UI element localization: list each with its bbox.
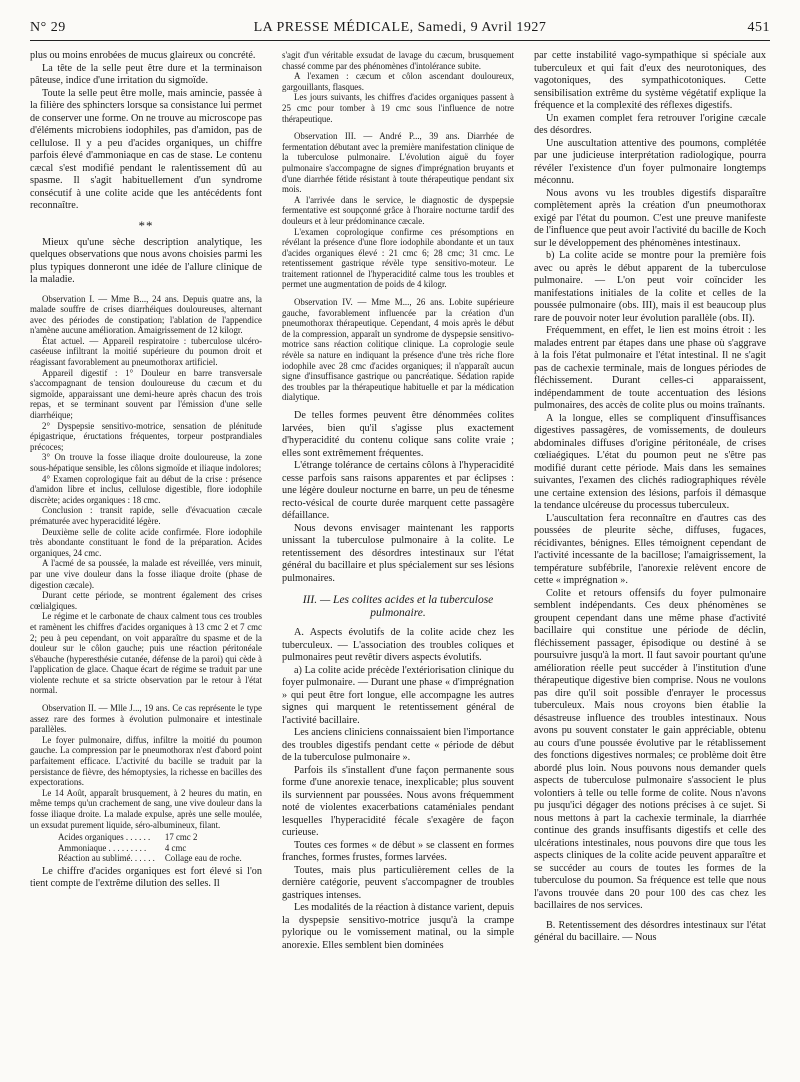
observation-paragraph: Conclusion : transit rapide, selle d'évacuation cæcale prématurée avec hyperacidité légère. — [30, 505, 262, 526]
paragraph: Parfois ils s'installent d'une façon permanente sous forme d'une anorexie tenace, inexplicable; plus souvent ils surviennent par poussées. Nous avons fréquemment noté de violentes exacerbations cataméniales pendant lesquelles l'hyperacidité fécale s'exagère de façon curieuse. — [282, 764, 514, 838]
table-row — [58, 832, 252, 843]
observation-paragraph: 4° Examen coprologique fait au début de la crise : présence d'amidon libre et inclus, cellulose digestible, flore iodophile discrète; acides organiques : 18 cmc. — [30, 473, 262, 505]
paragraph: La tête de la selle peut être dure et la terminaison pâteuse, indice d'une irritation du sigmoïde. — [30, 62, 262, 86]
observation-paragraph: A l'arrivée dans le service, le diagnostic de dyspepsie fermentative est soupçonné grâce à l'horaire nocturne tardif des douleurs et à leur prédominance cæcale. — [282, 194, 514, 226]
table-row — [58, 843, 252, 854]
observation-paragraph: Durant cette période, se montrent également des crises cœlialgiques. — [30, 590, 262, 611]
paragraph: Toutes, mais plus particulièrement celles de la dernière catégorie, peuvent s'accompagner de troubles gastriques intenses. — [282, 864, 514, 901]
paragraph: a) La colite acide précède l'extériorisation clinique du foyer pulmonaire. — Durant une phase « d'imprégnation » qui peut être fort longue, elle accompagne les autres signes qui marquent le retentissement général de l'activité bacillaire. — [282, 664, 514, 726]
paragraph: Le chiffre d'acides organiques est fort élevé si l'on tient compte de l'extrême dilution des selles. Il — [30, 865, 262, 890]
journal-title: LA PRESSE MÉDICALE, Samedi, 9 Avril 1927 — [253, 20, 547, 35]
table-cell: 17 cmc 2 — [164, 832, 198, 843]
table-cell: Ammoniaque . . . . . . . . . — [58, 842, 147, 853]
observation-paragraph: Le foyer pulmonaire, diffus, infiltre la moitié du poumon gauche. La compression par le pneumothorax n'est d'abord point parfaitement efficace. L'activité du bacille se traduit par la persistance de fièvre, des hémoptysies, la richesse en bacilles des expectorations. — [30, 734, 262, 788]
subsection-heading: A. Aspects évolutifs de la colite acide chez les tuberculeux. — L'association des troubles coliques et pulmonaires peut revêtir divers aspects évolutifs. — [282, 627, 514, 663]
paragraph: De telles formes peuvent être dénommées colites larvées, bien qu'il s'agisse plus exactement d'hyperacidité du contenu colique sans colite vraie ; elles sont extrêmement fréquentes. — [282, 410, 514, 459]
table-cell: Acides organiques . . . . . . — [58, 832, 151, 843]
page-number: 451 — [747, 20, 770, 35]
observation-paragraph: s'agit d'un véritable exsudat de lavage du cæcum, brusquement chassé comme par des phénomènes d'intolérance subite. — [282, 50, 514, 71]
observation-paragraph: L'examen coprologique confirme ces présomptions en révélant la présence d'une flore iodophile abondante et un taux d'acides organiques élevé : 21 cmc 6; 28 cmc; 31 cmc. Le retentissement gastrique révèle type sensitivo-moteur. Le traitement rationnel de l'hyperacidité calme tous les troubles et permet une augmentation de poids de 4 kilogr. — [282, 226, 514, 290]
observation-paragraph: État actuel. — Appareil respiratoire : tuberculose ulcéro-caséeuse infiltrant la moitié supérieure du poumon droit et réagissant favorablement au pneumothorax artificiel. — [30, 335, 262, 368]
observation-paragraph: Observation II. — Mlle J..., 19 ans. Ce cas représente le type assez rare des formes à évolution pulmonaire et intestinale parallèles. — [30, 703, 262, 735]
paragraph: A la longue, elles se compliquent d'insuffisances digestives passagères, de vomissements, de douleurs abdominales diffuses d'origine péritonéale, de crises cœliaégiques. L'état du poumon peut ne s'être pas modifié durant cette période. Mais dans les semaines suivantes, l'examen des clichés radiographiques révèle une certaine extension des lésions, parfois il démasque la tendance ulcéreuse du processus tuberculeux. — [534, 412, 766, 511]
table-cell: Réaction au sublimé. . . . . . — [58, 853, 155, 864]
paragraph: Colite et retours offensifs du foyer pulmonaire semblent indépendants. Ces deux phénomènes se groupent cependant dans une même phase d'activité bacillaire qui constitue une période de déclin, fléchissement passager, épisodique ou destiné à se poursuivre jusqu'à la mort. Il faut savoir pourtant qu'une amélioration réelle peut succéder à l'institution d'une thérapeutique digestive bien comprise. Nous ne voulons pas dire qu'il soit possible d'enrayer le processus tuberculeux. Mais nous croyons bien établie la désastreuse influence des troubles intestinaux. Nous avons pu souvent constater le gain appréciable, obtenu au cours d'une poussée évolutive par le rétablissement des fonctions digestives normales; ce problème doit être abordé plus loin. Nous pouvons nous demander quels aspects de tuberculose pulmonaire s'associent le plus volontiers à telle ou telle forme de colite. Nous n'avons pu jusqu'ici dégager des notions précises à ce sujet. Si nous mettons à part la cachexie terminale, la diarrhée continue des grands insuffisants digestifs et celle des ulcérations intestinales, nous pouvons dire que tous les aspects cliniques de la colite acide peuvent apparaître et se succéder au cours de toutes les formes de la tuberculose du poumon. Sa fréquence est telle que nous l'avons trouvée dans 20 pour 100 des cas chez les bacillaires de nos services. — [534, 587, 766, 911]
paragraph: Nous devons envisager maintenant les rapports unissant la tuberculose pulmonaire à la colite. Le retentissement des désordres intestinaux sur l'état général du bacillaire et plus spécialement sur ses lésions pulmonaires. — [282, 522, 514, 584]
paragraph: plus ou moins enrobées de mucus glaireux ou concrété. — [30, 50, 256, 61]
section-ornament: ** — [138, 217, 154, 233]
lab-results-table — [58, 832, 252, 864]
observation-paragraph: Deuxième selle de colite acide confirmée. Flore iodophile très abondante constituant le fond de la préparation. Acides organiques, 24 cmc. — [30, 526, 262, 558]
observation-paragraph: Les jours suivants, les chiffres d'acides organiques passent à 25 cmc pour tomber à 19 cmc sous l'influence de notre thérapeutique. — [282, 92, 514, 124]
subsection-heading: B. Retentissement des désordres intestinaux sur l'état général du bacillaire. — Nous — [534, 919, 766, 943]
paragraph: Toutes ces formes « de début » se classent en formes franches, formes frustes, formes larvées. — [282, 839, 514, 863]
paragraph: Toute la selle peut être molle, mais amincie, passée à la filière des sphincters lorsque sa consistance lui permet de conserver une forme. On ne trouve au microscope pas d'éléments microbiens iodophiles, pas d'amidon, pas de cellulose. Il y a peu d'acides organiques, un chiffre parfois élevé d'ammoniaque en cas de stase. Le contenu cæcal s'est modifié pendant le ralentissement dû au spasme. Il s'agit habituellement d'un syndrome consécutif à une colite acide que les antécédents font reconnaître. — [30, 87, 262, 211]
observation-paragraph: Observation IV. — Mme M..., 26 ans. Lobite supérieure gauche, favorablement influencée par la création d'un pneumothorax thérapeutique. Cependant, 4 mois après le début de la compression, apparaît un syndrome de dyspepsie sensitivo-motrice sans réaction colitique clinique. La coprologie seule révèle sa nature en indiquant la présence d'une très riche flore iodophile avec 28 cmc d'acides organiques; il n'apparaît aucun signe d'insuffisance gastrique ou pancréatique. Sédation rapide des troubles par la thérapeutique habituelle et par la médication dialytique. — [282, 297, 514, 403]
observation-paragraph: Le régime et le carbonate de chaux calment tous ces troubles et ramènent les chiffres d'acides organiques à 13 cmc 2 et 7 cmc 2; peu à peu cependant, on voit apparaître du spasme et de la douleur sur le côlon gauche; puis une réaction péritonéale s'ébauche (hyperesthésie cutanée, défense de la paroi) qui cède à l'application de glace. Chaque écart de régime se traduit par une violente rechute et sa stricte observation par le retour à l'état normal. — [30, 611, 262, 696]
section-heading: III. — Les colites acides et la tuberculose pulmonaire. — [302, 594, 494, 619]
table-cell: Collage eau de roche. — [164, 853, 242, 864]
observation-paragraph: Appareil digestif : 1° Douleur en barre transversale s'accompagnant de tension douloureuse du cæcum et du sigmoïde, apparaissant une demi-heure après chacun des trois repas, et se terminant souvent par l'émission d'une selle diarrhéique; — [30, 367, 262, 421]
paragraph: L'étrange tolérance de certains côlons à l'hyperacidité cesse parfois sans raisons apparentes et par éclipses : une légère douleur nocturne en barre, un peu de ténesme recto-vésical de courte durée marquent cette passagère défaillance. — [282, 460, 514, 521]
table-row — [58, 853, 252, 864]
observation-paragraph: Le 14 Août, apparaît brusquement, à 2 heures du matin, en même temps qu'un crachement de sang, une vive douleur dans la fosse iliaque droite. La malade expulse, après une selle moulée, un exsudat purement liquide, séro-albumineux, filant. — [30, 787, 262, 830]
paragraph: par cette instabilité vago-sympathique si spéciale aux tuberculeux et qui fait d'eux des neurotoniques, des vagotoniques, des sympathicotoniques. Cette sensibilisation extrême du système végétatif explique la fréquence et la complexité des réflexes digestifs. — [534, 50, 766, 111]
page-header — [30, 18, 770, 41]
paragraph: Un examen complet fera retrouver l'origine cæcale des désordres. — [534, 112, 766, 136]
observation-paragraph: A l'examen : cæcum et côlon ascendant douloureux, gargouillants, flasques. — [282, 71, 514, 92]
paragraph: b) La colite acide se montre pour la première fois avec ou après le début apparent de la tuberculose pulmonaire. — L'on peut voir coïncider les manifestations initiales de la colite et celles de la poussée pulmonaire (obs. III), mais il est beaucoup plus rare de pouvoir noter leur évolution parallèle (obs. II). — [534, 250, 766, 324]
paragraph: Fréquemment, en effet, le lien est moins étroit : les malades entrent par étapes dans une phase où s'aggrave à la fois l'état pulmonaire et l'état intestinal. Il ne s'agit pas de cachexie terminale, mais de longues périodes de fléchissement. Durant celles-ci apparaissent, indépendamment de toute accentuation des lésions pulmonaires, des accès de colite plus ou moins traînants. — [534, 325, 766, 411]
table-cell: 4 cmc — [164, 842, 187, 853]
observation-paragraph: 3° On trouve la fosse iliaque droite douloureuse, la zone sous-hépatique sensible, les côlons sigmoïde et iliaque indolores; — [30, 452, 262, 473]
paragraph: Mieux qu'une sèche description analytique, les quelques observations que nous avons choisies parmi les plus typiques donneront une idée de l'allure clinique de la maladie. — [30, 236, 262, 285]
paragraph: Nous avons vu les troubles digestifs disparaître complètement après la création d'un pneumothorax exigé par l'état du poumon. C'est une preuve manifeste de l'influence que peut avoir l'activité du bacille de Koch sur le développement des phénomènes intestinaux. — [534, 187, 766, 249]
column-3 — [534, 50, 766, 1075]
column-2 — [282, 50, 514, 1075]
paragraph: Une auscultation attentive des poumons, complétée par une judicieuse interprétation radiologique, pourra révéler l'existence d'un foyer pulmonaire longtemps méconnu. — [534, 137, 766, 186]
issue-number: N° 29 — [30, 20, 66, 35]
paragraph: Les modalités de la réaction à distance varient, depuis la dyspepsie sensitivo-motrice jusqu'à la crampe pylorique ou le vomissement matinal, ou la simple anorexie. Elles semblent bien dominées — [282, 902, 514, 951]
observation-paragraph: Observation I. — Mme B..., 24 ans. Depuis quatre ans, la malade souffre de crises diarrhéiques douloureuses, alternant avec des périodes de constipation; l'ablation de l'appendice n'amène aucune amélioration. Amaigrissement de 12 kilogr. — [30, 293, 262, 336]
observation-paragraph: A l'acmé de sa poussée, la malade est réveillée, vers minuit, par une vive douleur dans la fosse iliaque droite (phase de digestion cæcale). — [30, 558, 262, 590]
paragraph: L'auscultation fera reconnaître en d'autres cas des poussées de pleurite sèche, diffuses, fugaces, récidivantes, bénignes. Elles témoignent cependant de l'activité incessante de la bacillose; l'amaigrissement, la température subfébrile, l'anorexie relèvent encore de cette « imprégnation ». — [534, 512, 766, 586]
observation-paragraph: Observation III. — André P..., 39 ans. Diarrhée de fermentation débutant avec la première manifestation clinique de la tuberculose pulmonaire. L'évolution aiguë du foyer pulmonaire s'accompagne de signes d'imprégnation bruyants et d'une diarrhée fétide résistant à toute thérapeutique pendant six mois. — [282, 131, 514, 195]
paragraph: Les anciens cliniciens connaissaient bien l'importance des troubles digestifs pendant cette « période de début de la tuberculose pulmonaire ». — [282, 727, 514, 763]
column-1 — [30, 50, 262, 1075]
observation-paragraph: 2° Dyspepsie sensitivo-motrice, sensation de plénitude épigastrique, éructations fréquentes, torpeur postprandiales précoces; — [30, 420, 262, 452]
